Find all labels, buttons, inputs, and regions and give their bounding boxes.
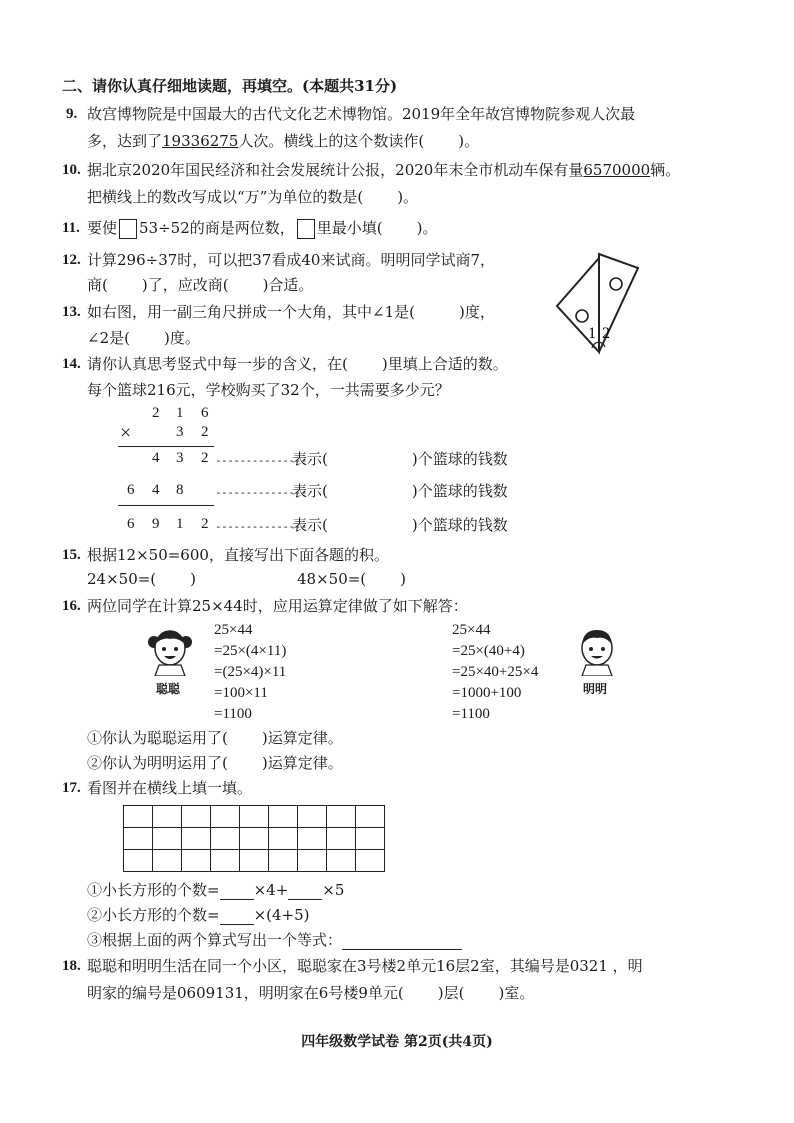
multiplicand-digit: 6 <box>201 405 209 421</box>
q13-text-a: 如右图，用一副三角尺拼成一个大角，其中∠1是( <box>87 303 415 321</box>
q9-text-b: 人次。横线上的这个数读作( <box>238 132 425 150</box>
left-calc-line: =(25×4)×11 <box>214 664 287 680</box>
q15-expr-2 <box>297 569 406 589</box>
left-calc-line: 25×44 <box>214 622 253 638</box>
q11-text-d: )。 <box>416 219 438 237</box>
left-calc-line: =100×11 <box>214 685 268 701</box>
q17-sub1-end: ×5 <box>322 881 345 899</box>
partial2-digit: 6 <box>127 482 135 498</box>
q16-sub2 <box>87 753 343 773</box>
q14-represent-2 <box>292 481 508 501</box>
grid-row <box>124 828 385 850</box>
q10-text-d: )。 <box>397 188 419 206</box>
q10-line1 <box>87 160 680 180</box>
girl-avatar-icon <box>147 626 193 676</box>
q14-represent-1 <box>292 449 508 469</box>
q17-blank-2[interactable] <box>288 899 322 900</box>
q11-text-b: 53÷52的商是两位数， <box>139 219 295 237</box>
q16-sub1-suffix: )运算定律。 <box>261 729 343 747</box>
q13-line2 <box>87 328 200 348</box>
right-calc-line: =1100 <box>452 706 490 722</box>
angle1-label: 1 <box>588 325 596 342</box>
q11-text-c: 里最小填( <box>316 219 383 237</box>
q14-number: 14. <box>62 356 81 372</box>
right-calc-line: =1000+100 <box>452 685 522 701</box>
represent-suffix: )个篮球的钱数 <box>411 516 508 534</box>
q12-line1: 计算296÷37时，可以把37看成40来试商。明明同学试商7， <box>87 251 496 269</box>
q17-sub3-text: ③根据上面的两个算式写出一个等式： <box>87 931 343 949</box>
represent-suffix: )个篮球的钱数 <box>411 450 508 468</box>
partial1-digit: 3 <box>176 450 184 466</box>
q18-text-c: )室。 <box>498 984 535 1002</box>
section-title: 二、请你认真仔细地读题，再填空。(本题共31分) <box>62 77 398 95</box>
dash-leader: --------------- <box>215 486 307 499</box>
q17-sub2 <box>87 905 310 925</box>
q15-expr1-close: ) <box>190 570 197 588</box>
q10-text-a: 据北京2020年国民经济和社会发展统计公报，2020年末全市机动车保有量 <box>87 161 584 179</box>
q18-number: 18. <box>62 958 81 974</box>
q16-line1: 两位同学在计算25×44时，应用运算定律做了如下解答： <box>87 597 468 615</box>
represent-label: 表示( <box>292 482 328 500</box>
rectangle-grid <box>123 805 385 872</box>
q15-expr1-text: 24×50=( <box>87 570 157 588</box>
partial1-digit: 4 <box>152 450 160 466</box>
left-calc-line: =25×(4×11) <box>214 643 287 659</box>
q16-sub2-text: ②你认为明明运用了( <box>87 754 228 772</box>
q17-sub2-text: ②小长方形的个数= <box>87 906 220 924</box>
partial2-digit: 8 <box>176 482 184 498</box>
grid-row <box>124 806 385 828</box>
q17-sub1 <box>87 880 344 900</box>
q15-expr2-text: 48×50=( <box>297 570 367 588</box>
q14-text-b: )里填上合适的数。 <box>381 355 508 373</box>
q13-text-c: ∠2是( <box>87 329 130 347</box>
left-ruler-hole <box>576 310 588 322</box>
q18-line1: 聪聪和明明生活在同一个小区，聪聪家在3号楼2单元16层2室，其编号是0321 ，明 <box>87 957 643 975</box>
right-calc-line: =25×40+25×4 <box>452 664 539 680</box>
q17-sub2-end: ×(4+5) <box>253 906 310 924</box>
q13-text-d: )度。 <box>163 329 200 347</box>
q16-sub1-text: ①你认为聪聪运用了( <box>87 729 228 747</box>
multiplicand-digit: 2 <box>152 405 160 421</box>
boy-avatar-icon <box>576 626 618 676</box>
result-digit: 1 <box>176 516 184 532</box>
represent-label: 表示( <box>292 516 328 534</box>
q11-line <box>87 218 437 239</box>
q9-line1: 故宫博物院是中国最大的古代文化艺术博物馆。2019年全年故宫博物院参观人次最 <box>87 105 636 123</box>
partial2-digit: 4 <box>152 482 160 498</box>
angle2-label: 2 <box>602 325 610 342</box>
dash-leader: --------------- <box>215 454 307 467</box>
q11-box-2[interactable] <box>297 219 315 239</box>
q9-text-a: 多，达到了 <box>87 132 163 150</box>
q13-number: 13. <box>62 304 81 320</box>
q10-line2 <box>87 187 418 207</box>
multiplication-rule-1 <box>118 446 214 447</box>
q11-text-a: 要使 <box>87 219 118 237</box>
q14-line2: 每个篮球216元，学校购买了32个，一共需要多少元？ <box>87 381 450 399</box>
q17-blank-1[interactable] <box>220 899 254 900</box>
q14-line1 <box>87 354 508 374</box>
q16-sub2-suffix: )运算定律。 <box>261 754 343 772</box>
left-calc-line: =1100 <box>214 706 252 722</box>
q10-text-c: 把横线上的数改写成以“万”为单位的数是( <box>87 188 364 206</box>
q16-sub1 <box>87 728 343 748</box>
multiplication-rule-2 <box>118 505 214 506</box>
q14-text-a: 请你认真思考竖式中每一步的含义，在( <box>87 355 348 373</box>
q10-number: 10. <box>62 162 81 178</box>
times-sign: × <box>120 422 132 444</box>
q9-text-c: )。 <box>458 132 480 150</box>
grid-row <box>124 850 385 872</box>
q17-sub1-text: ①小长方形的个数= <box>87 881 220 899</box>
represent-label: 表示( <box>292 450 328 468</box>
represent-suffix: )个篮球的钱数 <box>411 482 508 500</box>
q15-expr-1 <box>87 569 196 589</box>
q14-represent-3 <box>292 515 508 535</box>
right-calc-line: 25×44 <box>452 622 491 638</box>
q11-box-1[interactable] <box>119 219 137 239</box>
q17-sub1-mid: ×4+ <box>253 881 289 899</box>
q15-line1: 根据12×50=600，直接写出下面各题的积。 <box>87 546 389 564</box>
q10-text-b: 辆。 <box>650 161 681 179</box>
q17-sub3 <box>87 930 462 950</box>
q17-equation-blank[interactable] <box>342 949 462 950</box>
q15-number: 15. <box>62 547 81 563</box>
q11-number: 11. <box>62 220 80 236</box>
q12-text-b: )了，应改商( <box>141 276 229 294</box>
q12-text-a: 商( <box>87 276 108 294</box>
right-calc-line: =25×(40+4) <box>452 643 525 659</box>
q15-expr2-close: ) <box>400 570 407 588</box>
q13-text-b: )度， <box>458 303 495 321</box>
multiplier-digit: 3 <box>176 424 184 440</box>
multiplier-digit: 2 <box>201 424 209 440</box>
q18-text-b: )层( <box>437 984 465 1002</box>
q10-underlined-number: 6570000 <box>583 161 651 179</box>
boy-name: 明明 <box>583 682 608 696</box>
q18-line2 <box>87 983 534 1003</box>
q12-line2 <box>87 275 313 295</box>
triangle-rulers-figure <box>552 250 642 362</box>
multiplicand-digit: 1 <box>176 405 184 421</box>
result-digit: 9 <box>152 516 160 532</box>
dash-leader: --------------- <box>215 520 307 533</box>
page-footer: 四年级数学试卷 第2页(共4页) <box>301 1034 493 1050</box>
q17-number: 17. <box>62 780 81 796</box>
q16-number: 16. <box>62 598 81 614</box>
q9-number: 9. <box>66 106 78 122</box>
q18-text-a: 明家的编号是0609131，明明家在6号楼9单元( <box>87 984 404 1002</box>
partial1-digit: 2 <box>201 450 209 466</box>
q12-number: 12. <box>62 252 81 268</box>
girl-name: 聪聪 <box>156 682 181 696</box>
q9-line2 <box>87 131 479 151</box>
q9-underlined-number: 19336275 <box>162 132 239 150</box>
result-digit: 2 <box>201 516 209 532</box>
q17-line1: 看图并在横线上填一填。 <box>87 779 253 797</box>
q13-line1 <box>87 302 495 322</box>
q17-blank-3[interactable] <box>220 924 254 925</box>
q12-text-c: )合适。 <box>262 276 314 294</box>
right-ruler-hole <box>610 278 622 290</box>
result-digit: 6 <box>127 516 135 532</box>
